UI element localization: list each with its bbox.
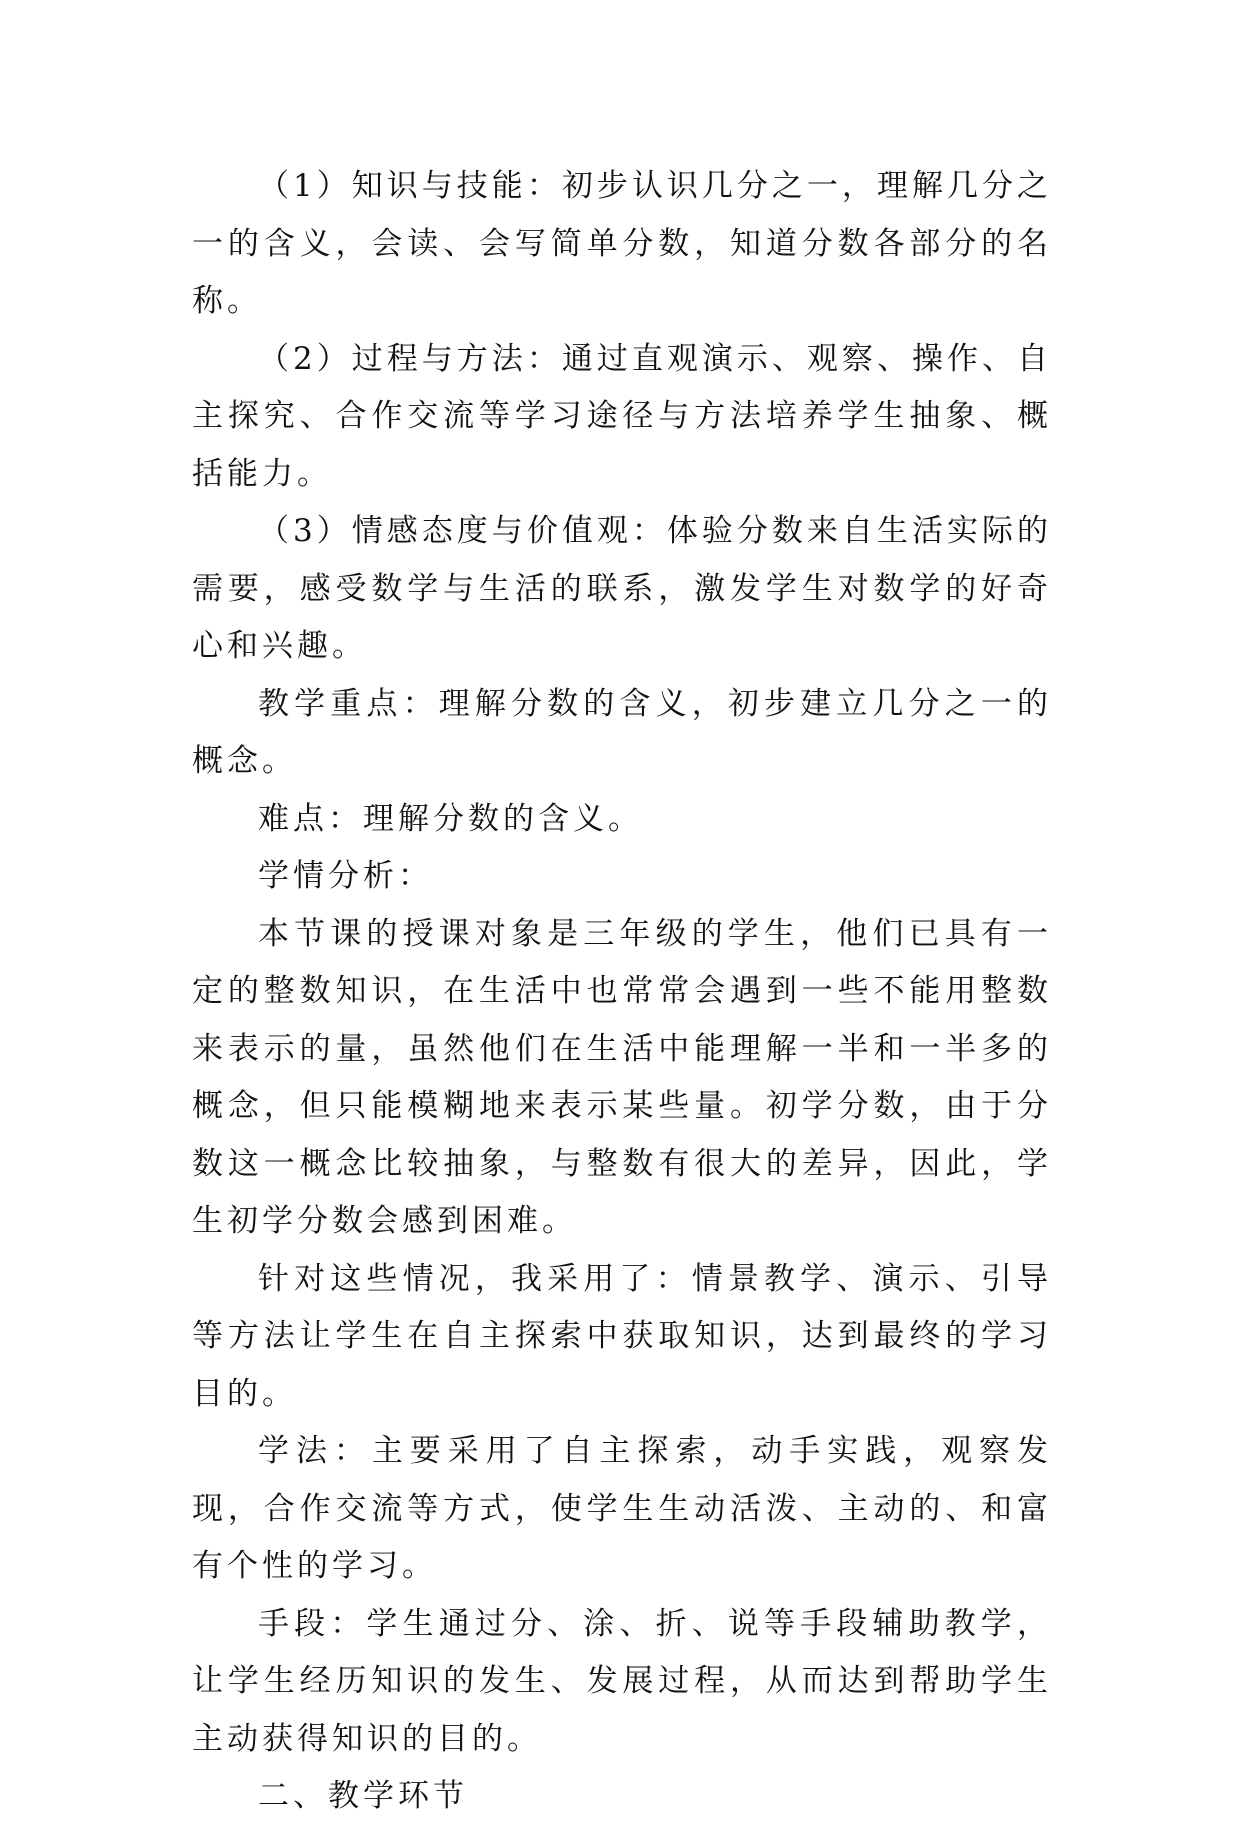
paragraph-teaching-means: 手段：学生通过分、涂、折、说等手段辅助教学，让学生经历知识的发生、发展过程，从而达到帮助学生主动获得知识的目的。 xyxy=(192,1605,1052,1757)
paragraph-knowledge-skills: （1）知识与技能：初步认识几分之一，理解几分之一的含义，会读、会写简单分数，知道分数各部分的名称。 xyxy=(192,168,1052,319)
paragraph-learning-methods: 学法：主要采用了自主探索，动手实践，观察发现，合作交流等方式，使学生生动活泼、主动的、和富有个性的学习。 xyxy=(192,1433,1052,1584)
paragraph-emotion-values: （3）情感态度与价值观：体验分数来自生活实际的需要，感受数学与生活的联系，激发学生对数学的好奇心和兴趣。 xyxy=(192,513,1052,664)
paragraph-learner-analysis: 本节课的授课对象是三年级的学生，他们已具有一定的整数知识，在生活中也常常会遇到一些不能用整数来表示的量，虽然他们在生活中能理解一半和一半多的概念，但只能模糊地来表示某些量。初学分数，由于分数这一概念比较抽象，与整数有很大的差异，因此，学生初学分数会感到困难。 xyxy=(192,915,1052,1239)
paragraph-teaching-methods: 针对这些情况，我采用了：情景教学、演示、引导等方法让学生在自主探索中获取知识，达到最终的学习目的。 xyxy=(192,1260,1052,1412)
document-body xyxy=(192,158,1052,1826)
paragraph-process-method: （2）过程与方法：通过直观演示、观察、操作、自主探究、合作交流等学习途径与方法培养学生抽象、概括能力。 xyxy=(192,340,1052,492)
paragraph-learner-analysis-heading: 学情分析： xyxy=(258,858,433,894)
section-heading-teaching-steps: 二、教学环节 xyxy=(258,1778,468,1814)
paragraph-teaching-focus: 教学重点：理解分数的含义，初步建立几分之一的概念。 xyxy=(192,685,1052,779)
paragraph-difficulty: 难点：理解分数的含义。 xyxy=(258,800,643,837)
